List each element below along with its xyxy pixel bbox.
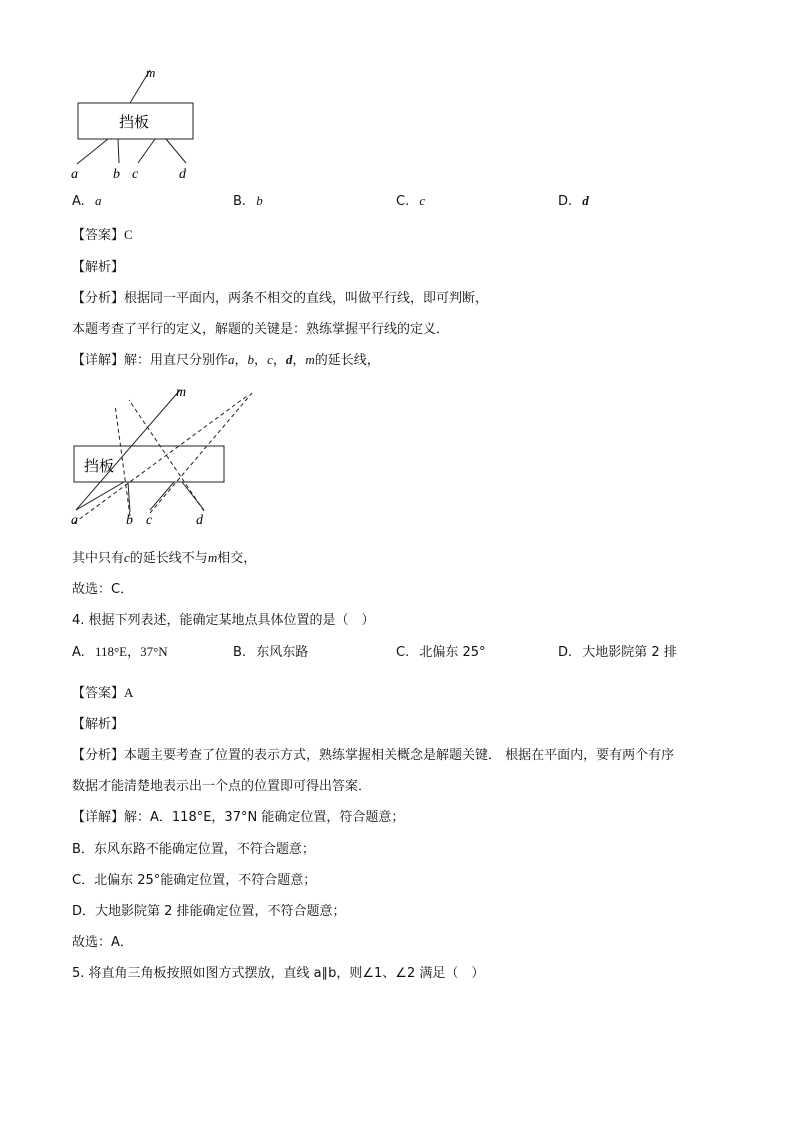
q3-detail xyxy=(72,349,380,368)
label-m: m xyxy=(146,65,156,80)
option-b xyxy=(233,641,308,660)
var-c: c xyxy=(124,550,130,565)
answer-value: A xyxy=(124,685,134,700)
option-value: b xyxy=(256,193,263,208)
q3-fenxi-line2: 本题考查了平行的定义，解题的关键是：熟练掌握平行线的定义． xyxy=(72,322,450,337)
line-d xyxy=(182,482,204,510)
line-a xyxy=(76,482,124,510)
detail-suffix: 的延长线， xyxy=(314,353,380,368)
q4-question: 4. 根据下列表述，能确定某地点具体位置的是（ ） xyxy=(72,613,375,628)
line-d xyxy=(166,139,186,163)
detail-line: 解：A．118°E，37°N 能确定位置，符合题意； xyxy=(124,810,405,825)
sep: ， xyxy=(272,353,286,368)
q4-detail-b: B．东风东路不能确定位置，不符合题意； xyxy=(72,842,315,857)
label-d: d xyxy=(179,167,186,182)
option-value: 东风东路 xyxy=(256,645,309,660)
line-a xyxy=(77,139,108,164)
var-c: c xyxy=(267,352,273,367)
sep: ， xyxy=(292,353,306,368)
option-d xyxy=(558,193,589,209)
option-letter: B. xyxy=(233,194,247,209)
board-label: 挡板 xyxy=(84,457,115,475)
q3-answer xyxy=(72,224,133,243)
label-b: b xyxy=(126,513,133,528)
var-a: a xyxy=(228,352,235,367)
figure-1-board-lines xyxy=(60,60,220,185)
option-value: 118°E，37°N xyxy=(94,644,168,659)
detail-prefix: 解：用直尺分别作 xyxy=(124,353,229,368)
option-c xyxy=(396,641,486,660)
label-m: m xyxy=(176,385,187,400)
label-c: c xyxy=(132,167,139,182)
answer-tag: 【答案】 xyxy=(72,228,125,243)
option-a xyxy=(72,641,168,660)
option-value: 大地影院第 2 排 xyxy=(582,645,677,660)
q3-analysis-tag: 【解析】 xyxy=(72,260,125,275)
fenxi-text: 本题主要考查了位置的表示方式，熟练掌握相关概念是解题关键． 根据在平面内，要有两个有序 xyxy=(124,748,675,763)
var-m: m xyxy=(207,550,218,565)
q4-fenxi-line2: 数据才能清楚地表示出一个点的位置即可得出答案． xyxy=(72,779,372,794)
option-value: 北偏东 25° xyxy=(419,645,486,660)
q3-fenxi xyxy=(72,287,488,306)
sep: ， xyxy=(254,353,268,368)
figure-2-extended-lines xyxy=(62,378,262,530)
option-value: a xyxy=(94,193,102,208)
board-label: 挡板 xyxy=(119,113,150,131)
fenxi-text: 根据同一平面内，两条不相交的直线，叫做平行线，即可判断， xyxy=(124,291,489,306)
q3-conclusion xyxy=(72,547,256,566)
option-letter: D. xyxy=(558,645,573,660)
label-c: c xyxy=(146,513,153,528)
q4-answer xyxy=(72,682,133,701)
q4-detail-c: C．北偏东 25°能确定位置，不符合题意； xyxy=(72,873,317,888)
label-b: b xyxy=(113,167,120,182)
option-c xyxy=(396,193,425,209)
option-letter: A. xyxy=(72,645,85,660)
detail-tag: 【详解】 xyxy=(72,810,125,825)
conclusion-pre: 其中只有 xyxy=(72,551,125,566)
fenxi-tag: 【分析】 xyxy=(72,748,125,763)
q4-detail-d: D．大地影院第 2 排能确定位置，不符合题意； xyxy=(72,904,346,919)
option-b xyxy=(233,193,263,209)
label-a: a xyxy=(71,167,78,182)
sep: ， xyxy=(234,353,248,368)
option-d xyxy=(558,641,677,660)
answer-value: C xyxy=(124,227,133,242)
q5-question: 5. 将直角三角板按照如图方式摆放，直线 a∥b，则∠1、∠2 满足（ ） xyxy=(72,966,485,981)
fenxi-tag: 【分析】 xyxy=(72,291,125,306)
var-b: b xyxy=(247,352,255,367)
detail-tag: 【详解】 xyxy=(72,353,125,368)
option-value: d xyxy=(582,193,589,208)
line-c xyxy=(138,139,155,163)
option-letter: C. xyxy=(396,645,410,660)
var-m: m xyxy=(305,352,315,367)
label-d: d xyxy=(196,513,203,528)
option-letter: D. xyxy=(558,194,573,209)
option-letter: A. xyxy=(72,194,85,209)
q4-detail xyxy=(72,806,404,825)
conclusion-mid: 的延长线不与 xyxy=(129,551,208,566)
q3-choose: 故选：C． xyxy=(72,582,134,597)
conclusion-post: 相交， xyxy=(217,551,257,566)
option-letter: B. xyxy=(233,645,247,660)
label-a: a xyxy=(71,513,78,528)
line-c xyxy=(150,482,174,510)
option-a xyxy=(72,193,101,209)
answer-tag: 【答案】 xyxy=(72,686,125,701)
q4-choose: 故选：A． xyxy=(72,935,133,950)
q4-analysis-tag: 【解析】 xyxy=(72,717,125,732)
line-b xyxy=(118,139,119,163)
option-value: c xyxy=(419,193,426,208)
var-d: d xyxy=(285,352,293,367)
q4-fenxi xyxy=(72,744,674,763)
option-letter: C. xyxy=(396,194,410,209)
